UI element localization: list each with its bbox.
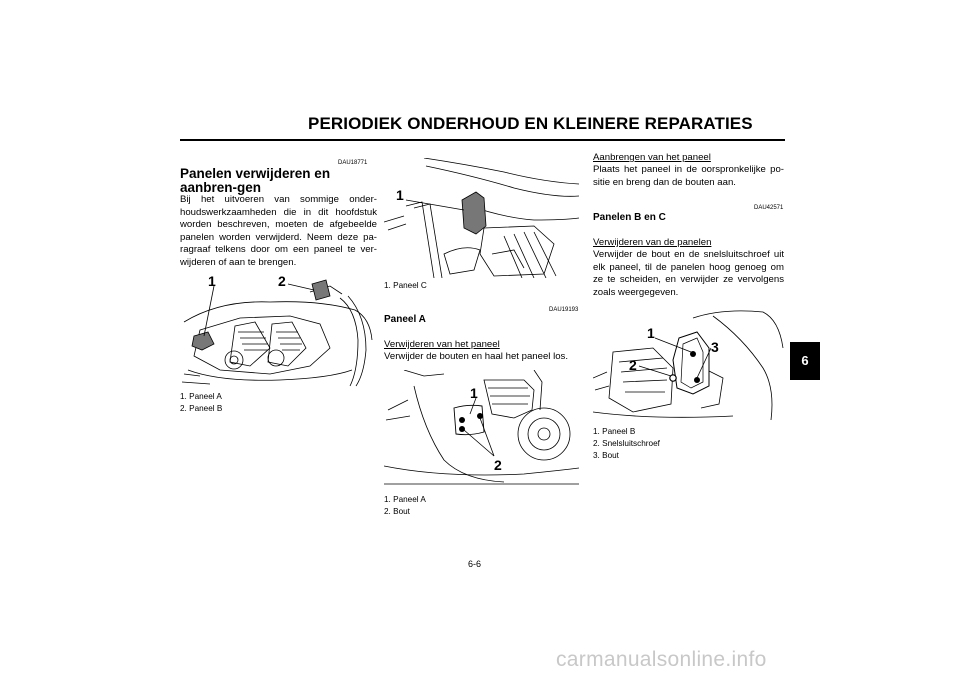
section-heading-paneel-a: Paneel A	[384, 314, 426, 325]
subheading-remove-panel-a: Verwijderen van het paneel	[384, 339, 500, 350]
callout-2-panel-a: 2	[494, 457, 502, 473]
subheading-remove-panels: Verwijderen van de panelen	[593, 237, 712, 248]
figure-panel-a	[384, 370, 579, 492]
caption-right-3: 3. Bout	[593, 451, 619, 460]
callout-2-quick-screw: 2	[629, 357, 637, 373]
callout-1-panel-a: 1	[470, 385, 478, 401]
remove-paragraph: Verwijder de bout en de snelsluitschroef uit elk paneel, til de panelen hoog genoeg om ze te scheiden, en verwijder ze vervolgens zoals weergegeven.	[593, 249, 784, 298]
install-paragraph: Plaats het paneel in de oorspronkelijke po-sitie en breng dan de bouten aan.	[593, 164, 784, 188]
callout-1-left: 1	[208, 273, 216, 289]
callout-1-panel-c: 1	[396, 187, 404, 203]
watermark: carmanualsonline.info	[556, 648, 767, 671]
intro-paragraph: Bij het uitvoeren van sommige onder-houdswerkzaamheden die in dit hoofdstuk worden beschreven, moeten de afgebeelde panelen worden verwijderd. Neem deze pa-ragraaf telkens door om een paneel te ver-wijderen of aan te brengen.	[180, 194, 377, 268]
header-rule	[180, 139, 785, 141]
chapter-tab: 6	[790, 342, 820, 380]
caption-mid-top-1: 1. Paneel C	[384, 281, 427, 290]
subheading-install-panel: Aanbrengen van het paneel	[593, 152, 711, 163]
section-heading-panels: Panelen verwijderen en aanbren-gen	[180, 166, 331, 195]
callout-3-bolt: 3	[711, 339, 719, 355]
section-code-mid: DAU19193	[549, 307, 579, 313]
caption-mid-bottom-2: 2. Bout	[384, 507, 410, 516]
caption-right-1: 1. Paneel B	[593, 427, 636, 436]
section-code-right: DAU42571	[754, 205, 784, 211]
caption-left-2: 2. Paneel B	[180, 404, 223, 413]
caption-left-1: 1. Paneel A	[180, 392, 222, 401]
figure-panels-a-b	[180, 270, 377, 388]
figure-panel-c	[384, 158, 579, 278]
section-heading-panels-b-c: Panelen B en C	[593, 212, 666, 223]
figure-panels-b-c	[593, 308, 785, 422]
instruction-remove-panel-a: Verwijder de bouten en haal het paneel los.	[384, 351, 569, 362]
section-code-left: DAU18771	[338, 160, 368, 166]
page-number: 6-6	[468, 559, 482, 569]
callout-2-left: 2	[278, 273, 286, 289]
caption-right-2: 2. Snelsluitschroef	[593, 439, 660, 448]
page-header-title: PERIODIEK ONDERHOUD EN KLEINERE REPARATIES	[308, 114, 753, 133]
caption-mid-bottom-1: 1. Paneel A	[384, 495, 426, 504]
callout-1-panel-b: 1	[647, 325, 655, 341]
